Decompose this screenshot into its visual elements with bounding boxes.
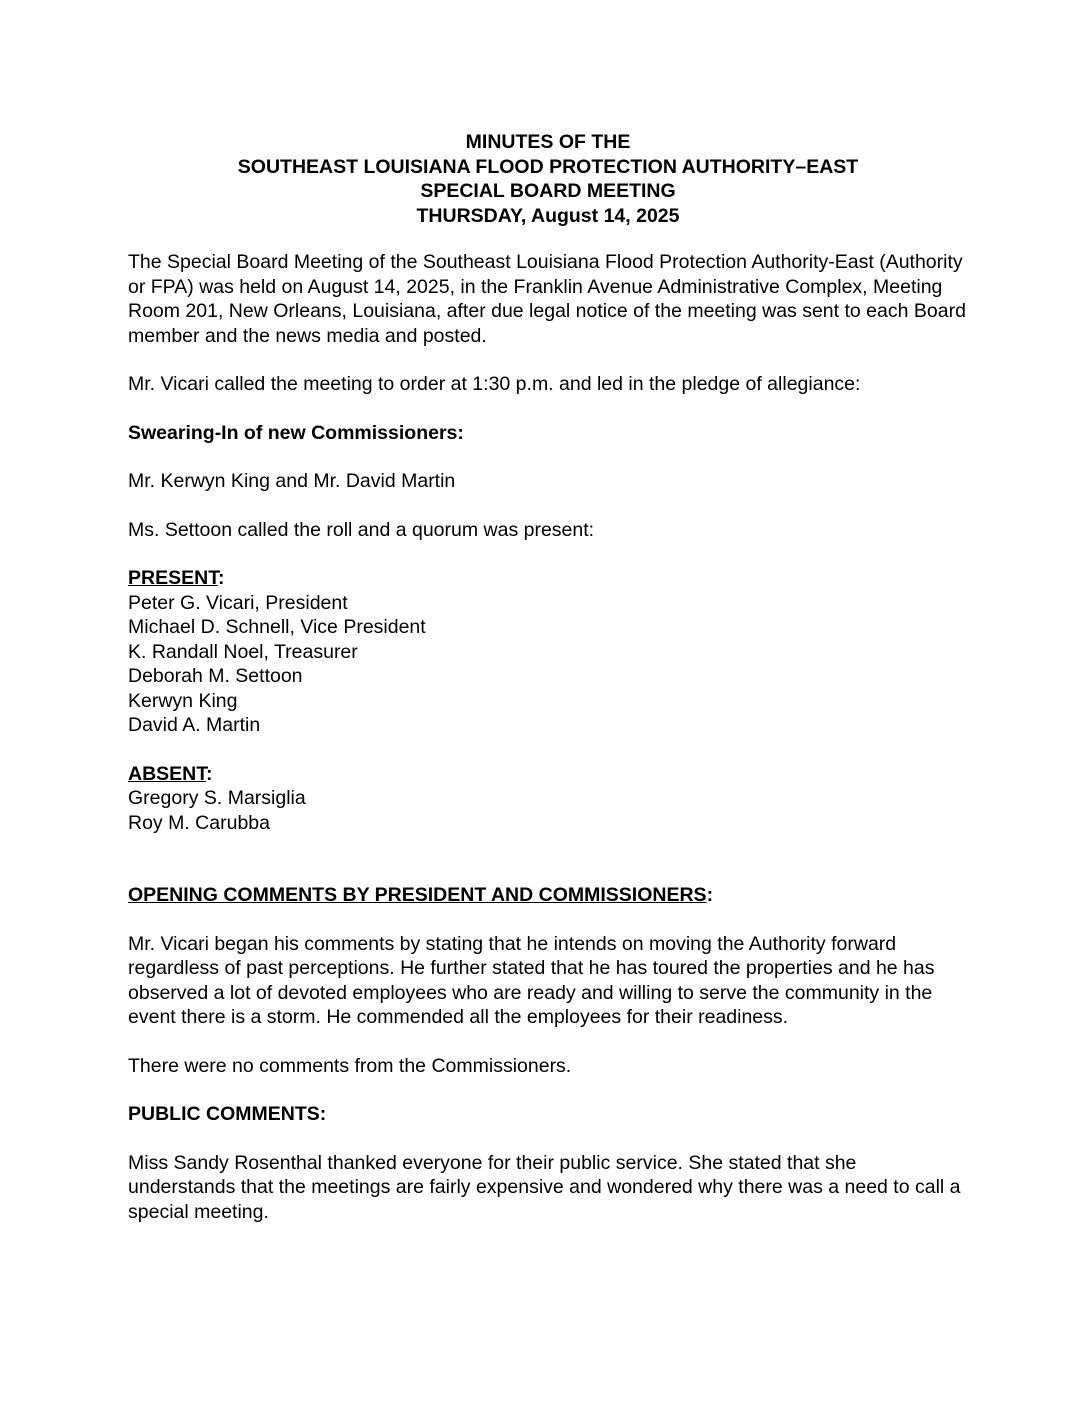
opening-comments-colon: : xyxy=(706,884,714,906)
list-item: Peter G. Vicari, President xyxy=(128,591,348,614)
absent-label: ABSENT xyxy=(128,762,207,785)
header-line-4: THURSDAY, August 14, 2025 xyxy=(416,204,680,227)
absent-list xyxy=(128,786,968,835)
present-colon: : xyxy=(217,567,225,589)
call-to-order: Mr. Vicari called the meeting to order at 1:30 p.m. and led in the pledge of allegiance: xyxy=(128,373,861,395)
commissioners-comments: There were no comments from the Commissioners. xyxy=(128,1054,572,1077)
list-item: Gregory S. Marsiglia xyxy=(128,787,306,809)
header-line-3: SPECIAL BOARD MEETING xyxy=(420,180,676,202)
list-item: K. Randall Noel, Treasurer xyxy=(128,640,358,663)
header-line-2: SOUTHEAST LOUISIANA FLOOD PROTECTION AUTHORITY–EAST xyxy=(237,155,859,178)
list-item: Roy M. Carubba xyxy=(128,811,270,834)
opening-comments-heading xyxy=(128,883,968,908)
list-item: Deborah M. Settoon xyxy=(128,665,303,687)
absent-colon: : xyxy=(206,762,213,785)
present-heading xyxy=(128,566,968,591)
absent-heading xyxy=(128,762,968,787)
swearing-in-heading: Swearing-In of new Commissioners: xyxy=(128,421,464,444)
list-item: David A. Martin xyxy=(128,714,261,736)
document-header xyxy=(128,130,968,228)
intro-paragraph: The Special Board Meeting of the Southeast Louisiana Flood Protection Authority-East (Authority or FPA) was held on August 14, 2025, in the Franklin Avenue Administrative Complex, Meeting Room 201, New Orleans, Louisiana, after due legal notice of the meeting was sent to each Board member and the news media and posted. xyxy=(128,251,966,347)
header-line-1: MINUTES OF THE xyxy=(465,131,631,153)
present-list xyxy=(128,591,968,738)
opening-comments-label: OPENING COMMENTS BY PRESIDENT AND COMMISSIONERS xyxy=(128,884,707,906)
minutes-document xyxy=(128,130,968,1224)
swearing-in-text: Mr. Kerwyn King and Mr. David Martin xyxy=(128,470,456,492)
public-comments-paragraph: Miss Sandy Rosenthal thanked everyone for their public service. She stated that she understands that the meetings are fairly expensive and wondered why there was a need to call a special meeting. xyxy=(128,1151,961,1223)
opening-comments-paragraph: Mr. Vicari began his comments by stating that he intends on moving the Authority forward regardless of past perceptions. He further stated that he has toured the properties and he has observed a lot of devoted employees who are ready and willing to serve the community in the event there is a storm. He commended all the employees for their readiness. xyxy=(128,932,935,1028)
public-comments-heading: PUBLIC COMMENTS: xyxy=(128,1103,327,1125)
roll-call-text: Ms. Settoon called the roll and a quorum was present: xyxy=(128,518,595,541)
list-item: Michael D. Schnell, Vice President xyxy=(128,616,426,638)
present-label: PRESENT xyxy=(128,567,218,589)
list-item: Kerwyn King xyxy=(128,689,238,712)
